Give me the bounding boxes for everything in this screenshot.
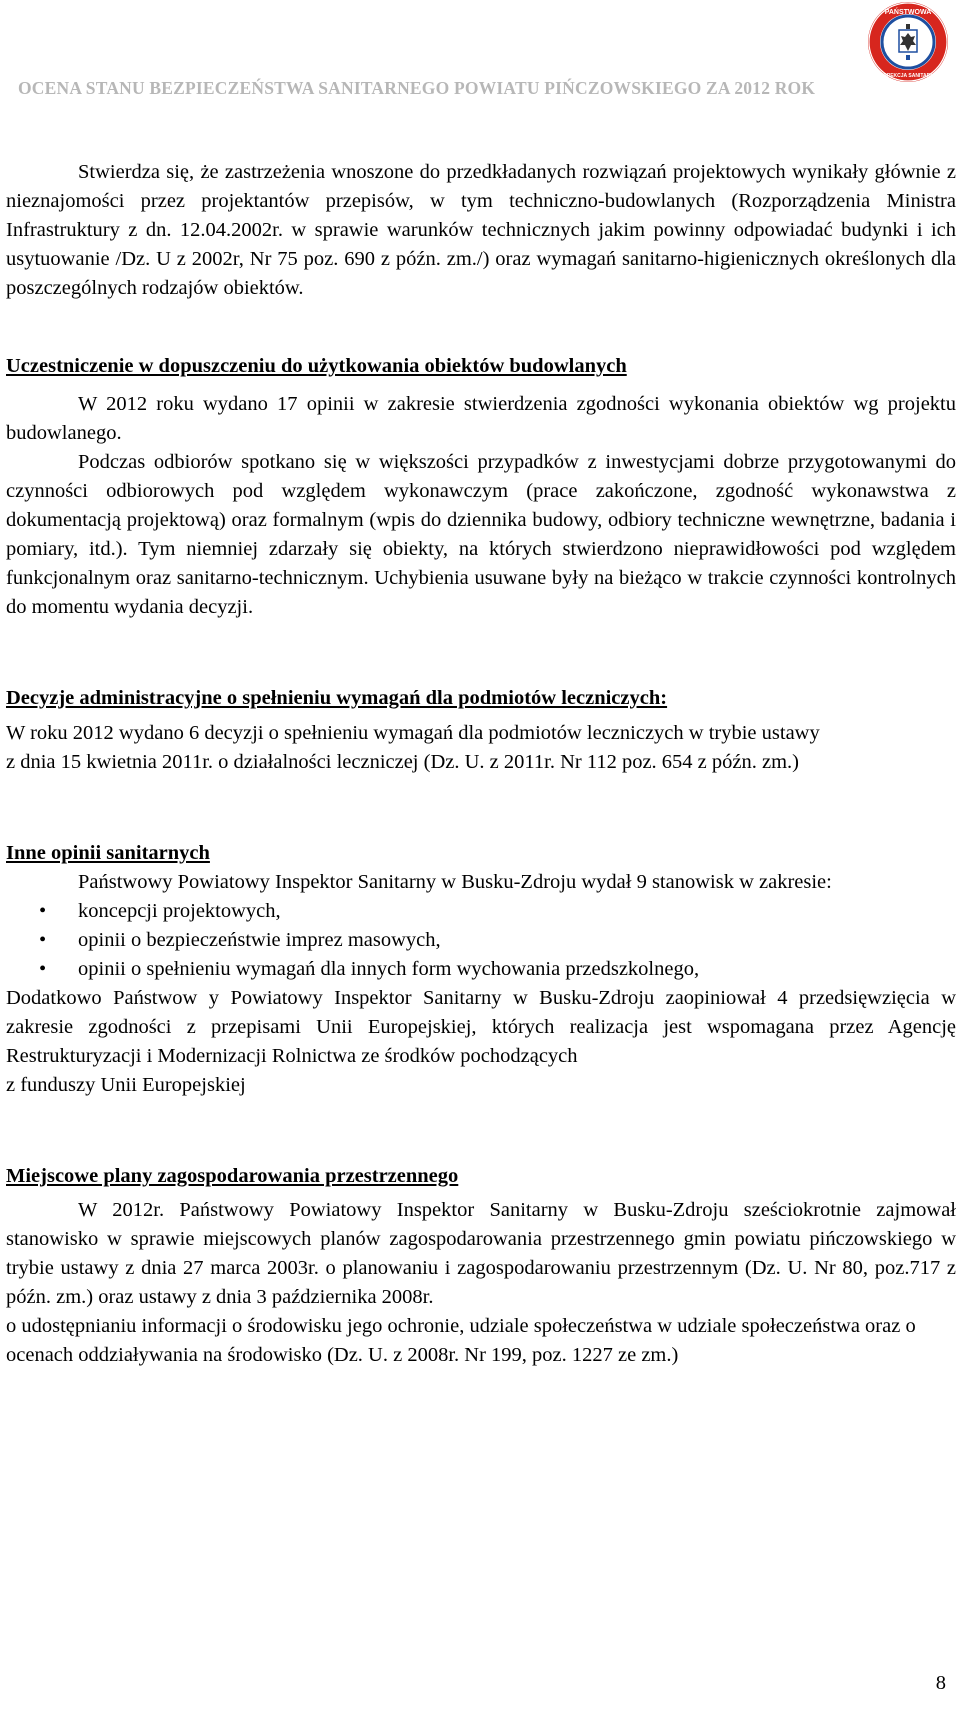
logo-bottom-text: INSPEKCJA SANITARNA bbox=[878, 73, 938, 79]
list-item-text: opinii o spełnieniu wymagań dla innych form wychowania przedszkolnego, bbox=[78, 958, 700, 980]
spacer bbox=[6, 622, 956, 684]
local-plans-paragraph-1: W 2012r. Państwowy Powiatowy Inspektor Sanitarny w Busku-Zdroju sześciokrotnie zajmował stanowisko w sprawie miejscowych planów zagospodarowania przestrzennego gmin powiatu pińczowskiego w trybie ustawy z dnia 27 marca 2003r. o planowaniu i zagospodarowaniu przestrzennym (Dz. U. Nr 80, poz.717 z późn. zm.) oraz ustawy z dnia 3 października 2008r. bbox=[6, 1199, 956, 1308]
bullet-icon: • bbox=[39, 929, 47, 951]
eu-funds-line: z funduszy Unii Europejskiej bbox=[6, 1074, 246, 1096]
list-item bbox=[6, 955, 956, 984]
local-plans-paragraph-2: o udostępnianiu informacji o środowisku jego ochronie, udziale społeczeństwa w udziale społeczeństwa oraz o ocenach oddziaływania na środowisko (Dz. U. z 2008r. Nr 199, poz. 1227 ze zm.) bbox=[6, 1315, 916, 1366]
section-heading-local-plans: Miejscowe plany zagospodarowania przestrzennego bbox=[6, 1165, 459, 1187]
list-item-text: koncepcji projektowych, bbox=[78, 900, 281, 922]
section-heading-decisions: Decyzje administracyjne o spełnieniu wymagań dla podmiotów leczniczych: bbox=[6, 687, 668, 709]
other-opinions-list bbox=[6, 897, 956, 984]
bullet-icon: • bbox=[39, 958, 47, 980]
decisions-paragraph-2: z dnia 15 kwietnia 2011r. o działalności leczniczej (Dz. U. z 2011r. Nr 112 poz. 654 z późn. zm.) bbox=[6, 751, 799, 773]
additional-opinions-paragraph: Dodatkowo Państwow y Powiatowy Inspektor Sanitarny w Busku-Zdroju zaopiniował 4 przedsięwzięcia w zakresie zgodności z przepisami Unii Europejskiej, których realizacja jest wspomagana przez Agencję Restrukturyzacji i Modernizacji Rolnictwa ze środków pochodzących bbox=[6, 987, 956, 1067]
commissioning-paragraph-1: W 2012 roku wydano 17 opinii w zakresie stwierdzenia zgodności wykonania obiektów wg projektu budowlanego. bbox=[6, 393, 956, 444]
bullet-icon: • bbox=[39, 900, 47, 922]
decisions-paragraph-1: W roku 2012 wydano 6 decyzji o spełnieniu wymagań dla podmiotów leczniczych w trybie ustawy bbox=[6, 722, 820, 744]
document-body bbox=[6, 158, 956, 1370]
eagle-emblem-icon bbox=[866, 0, 950, 84]
spacer bbox=[6, 1100, 956, 1162]
page-number: 8 bbox=[935, 1672, 946, 1694]
other-opinions-paragraph: Państwowy Powiatowy Inspektor Sanitarny w Busku-Zdroju wydał 9 stanowisk w zakresie: bbox=[78, 871, 832, 893]
spacer bbox=[6, 303, 956, 352]
section-heading-commissioning: Uczestniczenie w dopuszczeniu do użytkowania obiektów budowlanych bbox=[6, 355, 627, 377]
list-item-text: opinii o bezpieczeństwie imprez masowych, bbox=[78, 929, 441, 951]
list-item bbox=[6, 897, 956, 926]
sanitary-inspection-logo bbox=[866, 0, 950, 84]
spacer bbox=[6, 777, 956, 839]
section-heading-other-opinions: Inne opinii sanitarnych bbox=[6, 842, 210, 864]
list-item bbox=[6, 926, 956, 955]
commissioning-paragraph-2: Podczas odbiorów spotkano się w większości przypadków z inwestycjami dobrze przygotowanymi do czynności odbiorowych pod względem wykonawczym (prace zakończone, zgodność wykonawstwa z dokumentacją projektową) oraz formalnym (wpis do dziennika budowy, odbiory techniczne wewnętrzne, badania i pomiary, itd.). Tym niemniej zdarzały się obiekty, na których stwierdzono nieprawidłowości pod względem funkcjonalnym oraz sanitarno-technicznym. Uchybienia usuwane były na bieżąco w trakcie czynności kontrolnych do momentu wydania decyzji. bbox=[6, 451, 956, 618]
logo-top-text: PAŃSTWOWA bbox=[884, 9, 932, 16]
document-header-title: OCENA STANU BEZPIECZEŃSTWA SANITARNEGO POWIATU PIŃCZOWSKIEGO ZA 2012 ROK bbox=[18, 78, 816, 98]
intro-paragraph: Stwierdza się, że zastrzeżenia wnoszone do przedkładanych rozwiązań projektowych wynikały głównie z nieznajomości przez projektantów przepisów, w tym techniczno-budowlanych (Rozporządzenia Ministra Infrastruktury z dn. 12.04.2002r. w sprawie warunków technicznych jakim powinny odpowiadać budynki i ich usytuowanie /Dz. U z 2002r, Nr 75 poz. 690 z późn. zm./) oraz wymagań sanitarno-higienicznych określonych dla poszczególnych rodzajów obiektów. bbox=[6, 161, 956, 299]
